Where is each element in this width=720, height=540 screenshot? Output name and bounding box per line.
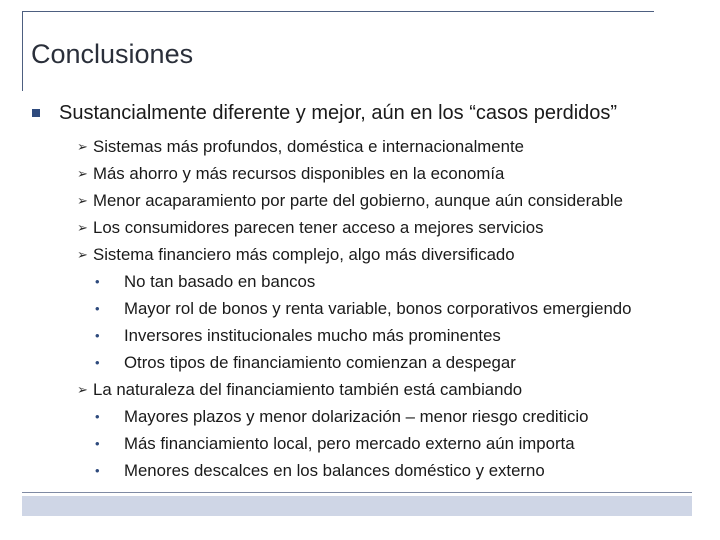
list-item-text: Los consumidores parecen tener acceso a mejores servicios	[93, 217, 544, 237]
square-bullet-icon	[32, 109, 40, 117]
list-item-text: Más ahorro y más recursos disponibles en la economía	[93, 163, 505, 183]
dot-bullet-icon: •	[95, 409, 100, 424]
sub-list-item-text: Más financiamiento local, pero mercado externo aún importa	[124, 433, 575, 453]
sub-list-item	[77, 430, 631, 457]
arrowhead-bullet-icon: ➢	[77, 246, 88, 262]
dot-bullet-icon: •	[95, 274, 100, 289]
dot-bullet-icon: •	[95, 301, 100, 316]
sub-list-item	[77, 457, 631, 484]
arrowhead-bullet-icon: ➢	[77, 219, 88, 235]
sub-list-item	[77, 268, 631, 295]
list-item-text: Sistema financiero más complejo, algo más diversificado	[93, 244, 515, 264]
sub-list-item	[77, 349, 631, 376]
footer-rule	[22, 492, 692, 493]
arrowhead-bullet-icon: ➢	[77, 381, 88, 397]
sub-list-item-text: Menores descalces en los balances doméstico y externo	[124, 460, 545, 480]
dot-bullet-icon: •	[95, 355, 100, 370]
sub-list-item-text: Mayores plazos y menor dolarización – menor riesgo crediticio	[124, 406, 589, 426]
title-left-rule	[22, 11, 23, 91]
sub-list-item-text: Inversores institucionales mucho más prominentes	[124, 325, 501, 345]
dot-bullet-icon: •	[95, 436, 100, 451]
main-bullet-point	[32, 100, 617, 126]
list-item-text: Menor acaparamiento por parte del gobierno, aunque aún considerable	[93, 190, 623, 210]
list-item-text: La naturaleza del financiamiento también está cambiando	[93, 379, 523, 399]
sub-list-item	[77, 295, 631, 322]
dot-bullet-icon: •	[95, 328, 100, 343]
list-item	[77, 187, 631, 214]
list-item	[77, 214, 631, 241]
list-item	[77, 160, 631, 187]
footer-bar	[22, 496, 692, 516]
sub-list-item-text: Mayor rol de bonos y renta variable, bonos corporativos emergiendo	[124, 298, 632, 318]
dot-bullet-icon: •	[95, 463, 100, 478]
arrowhead-bullet-icon: ➢	[77, 192, 88, 208]
slide-title: Conclusiones	[31, 39, 194, 69]
arrowhead-bullet-icon: ➢	[77, 138, 88, 154]
list-item	[77, 241, 631, 268]
sub-list-item-text: No tan basado en bancos	[124, 271, 316, 291]
sub-list-item-text: Otros tipos de financiamiento comienzan a despegar	[124, 352, 516, 372]
main-bullet-text: Sustancialmente diferente y mejor, aún en los “casos perdidos”	[59, 102, 618, 124]
sub-list-item	[77, 322, 631, 349]
list-item	[77, 376, 631, 403]
arrowhead-bullet-icon: ➢	[77, 165, 88, 181]
title-top-rule	[22, 11, 654, 12]
bullet-list	[77, 133, 631, 484]
list-item	[77, 133, 631, 160]
list-item-text: Sistemas más profundos, doméstica e internacionalmente	[93, 136, 524, 156]
sub-list-item	[77, 403, 631, 430]
